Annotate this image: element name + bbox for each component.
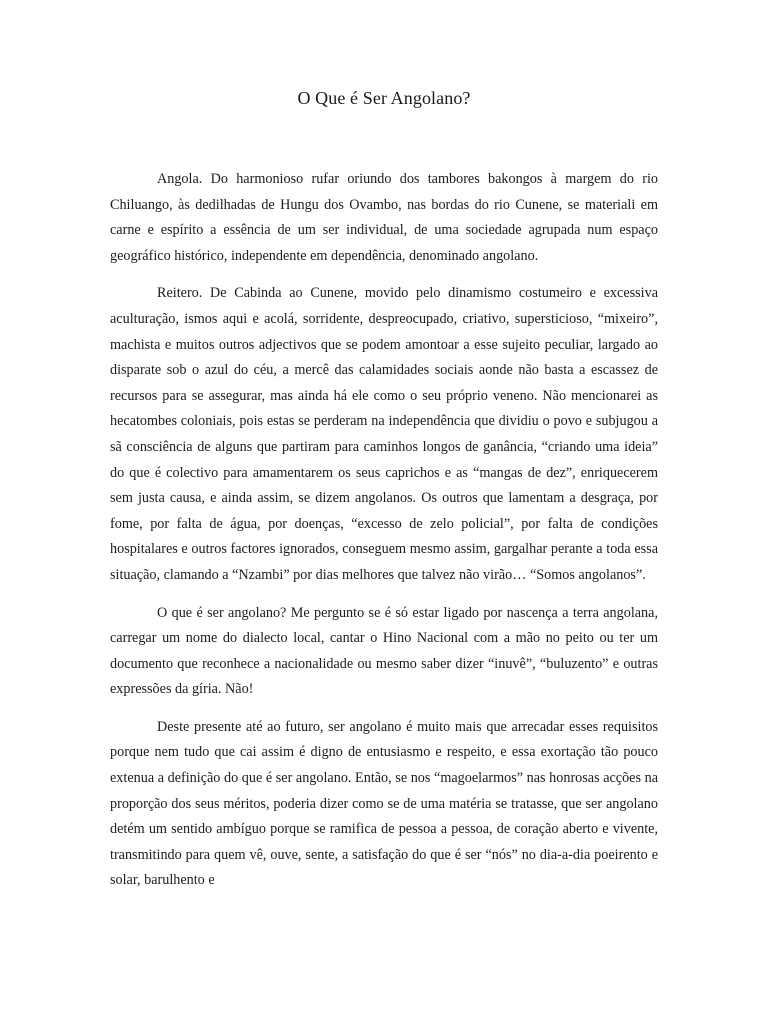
paragraph-1: Angola. Do harmonioso rufar oriundo dos tambores bakongos à margem do rio Chiluango, às dedilhadas de Hungu dos Ovambo, nas bordas do rio Cunene, se materiali em carne e espírito a essência de um ser individual, de uma sociedade agrupada num espaço geográfico histórico, independente em dependência, denominado angolano. xyxy=(110,171,658,264)
paragraph-3: O que é ser angolano? Me pergunto se é só estar ligado por nascença a terra angolana, carregar um nome do dialecto local, cantar o Hino Nacional com a mão no peito ou ter um documento que reconhece a nacionalidade ou mesmo saber dizer “inuvê”, “buluzento” e outras expressões da gíria. Não! xyxy=(110,604,658,698)
document-title: O Que é Ser Angolano? xyxy=(297,88,471,108)
paragraph-4: Deste presente até ao futuro, ser angolano é muito mais que arrecadar esses requisitos porque nem tudo que cai assim é digno de entusiasmo e respeito, e essa exortação tão pouco extenua a definição do que é ser angolano. Então, se nos “magoelarmos” nas honrosas acções na proporção dos seus méritos, poderia dizer como se de uma matéria se tratasse, que ser angolano detém um sentido ambíguo porque se ramifica de pessoa a pessoa, de coração aberto e vivente, transmitindo para quem vê, ouve, sente, a satisfação do que é ser “nós” no dia-a-dia poeirento e solar, barulhento e xyxy=(110,718,658,889)
document-body xyxy=(110,167,658,906)
paragraph-2: Reitero. De Cabinda ao Cunene, movido pelo dinamismo costumeiro e excessiva aculturação, ismos aqui e acolá, sorridente, despreocupado, criativo, supersticioso, “mixeiro”, machista e muitos outros adjectivos que se podem amontoar a esse sujeito peculiar, largado ao disparate sob o azul do céu, a mercê das calamidades sociais aonde não basta a escassez de recursos para se assegurar, mas ainda há ele como o seu próprio veneno. Não mencionarei as hecatombes coloniais, pois estas se perderam na independência que dividiu o povo e subjugou a sã consciência de alguns que partiram para caminhos longos de ganância, “criando uma ideia” do que é colectivo para amamentarem os seus caprichos e as “mangas de dez”, enriquecerem sem justa causa, e ainda assim, se dizem angolanos. Os outros que lamentam a desgraça, por fome, por falta de água, por doenças, “excesso de zelo policial”, por falta de condições hospitalares e outros factores ignorados, conseguem mesmo assim, gargalhar perante a toda essa situação, clamando a “Nzambi” por dias melhores que talvez não virão… “Somos angolanos”. xyxy=(110,285,658,583)
